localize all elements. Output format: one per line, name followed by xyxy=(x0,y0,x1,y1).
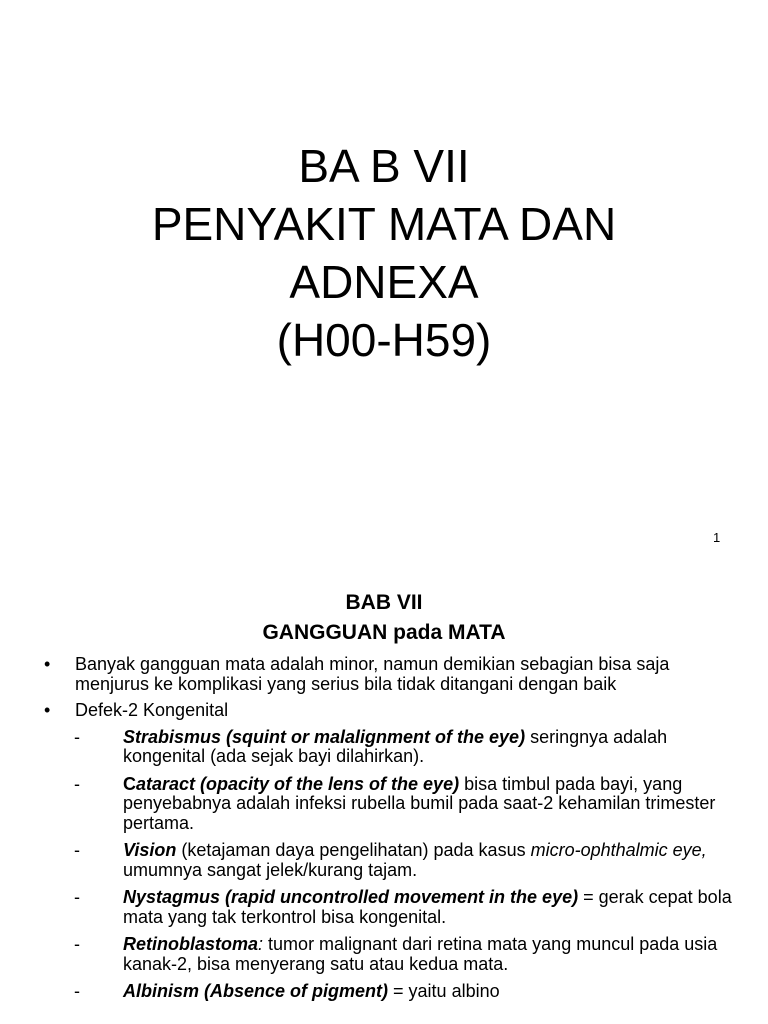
term: Albinism (Absence of pigment) xyxy=(123,981,389,1001)
sub-item-vision xyxy=(44,841,744,880)
description: bisa timbul pada bayi, yang penyebabnya adalah infeksi rubella bumil pada saat-2 kehamilan trimester pertama. xyxy=(123,773,716,833)
colon: : xyxy=(258,934,264,954)
dash-mark: - xyxy=(74,887,80,907)
italic-term: micro-ophthalmic eye, xyxy=(530,840,707,860)
dash-mark: - xyxy=(74,981,80,1001)
section-heading xyxy=(0,588,768,648)
bullet-item xyxy=(44,701,744,721)
heading-line-1: BAB VII xyxy=(345,591,423,614)
bullet-item xyxy=(44,655,744,694)
term: Nystagmus (rapid uncontrolled movement in the eye) xyxy=(123,887,579,907)
sub-item-nystagmus xyxy=(44,888,744,927)
term: Vision xyxy=(123,840,177,860)
term: ataract (opacity of the lens of the eye) xyxy=(136,773,460,794)
description: = gerak cepat bola mata yang tak terkontrol bisa kongenital. xyxy=(123,887,732,927)
dash-mark: - xyxy=(74,840,80,860)
sub-item-strabismus xyxy=(44,728,744,767)
bullet-mark: • xyxy=(44,700,51,720)
title-line-3: ADNEXA xyxy=(289,256,479,308)
description: = yaitu albino xyxy=(388,981,500,1001)
description: tumor malignant dari retina mata yang muncul pada usia kanak-2, bisa menyerang satu atau kedua mata. xyxy=(123,934,718,974)
term: Strabismus (squint or malalignment of the eye) xyxy=(123,726,526,747)
title-line-2: PENYAKIT MATA DAN xyxy=(151,198,617,250)
dash-mark: - xyxy=(74,726,80,747)
title-line-1: BA B VII xyxy=(298,140,470,192)
page-number: 1 xyxy=(713,530,721,545)
bullet-text: Banyak gangguan mata adalah minor, namun demikian sebagian bisa saja menjurus ke komplikasi yang serius bila tidak ditangani dengan baik xyxy=(75,654,670,694)
dash-mark: - xyxy=(74,934,80,954)
dash-mark: - xyxy=(74,773,80,794)
title-line-4: (H00-H59) xyxy=(276,314,492,366)
heading-line-2: GANGGUAN pada MATA xyxy=(262,621,506,644)
sub-item-albinism xyxy=(44,982,744,1002)
term: Retinoblastoma xyxy=(123,934,259,954)
description: (ketajaman daya pengelihatan) pada kasus xyxy=(176,840,531,860)
bullet-text: Defek-2 Kongenital xyxy=(75,700,229,720)
description-end: umumnya sangat jelek/kurang tajam. xyxy=(123,859,418,880)
term-first-letter: C xyxy=(123,773,136,794)
sub-item-cataract xyxy=(44,775,744,834)
bullet-list xyxy=(44,655,744,1010)
bullet-mark: • xyxy=(44,654,51,674)
description: seringnya adalah kongenital (ada sejak bayi dilahirkan). xyxy=(123,726,668,766)
sub-item-retinoblastoma xyxy=(44,935,744,974)
slide-title xyxy=(0,137,768,369)
